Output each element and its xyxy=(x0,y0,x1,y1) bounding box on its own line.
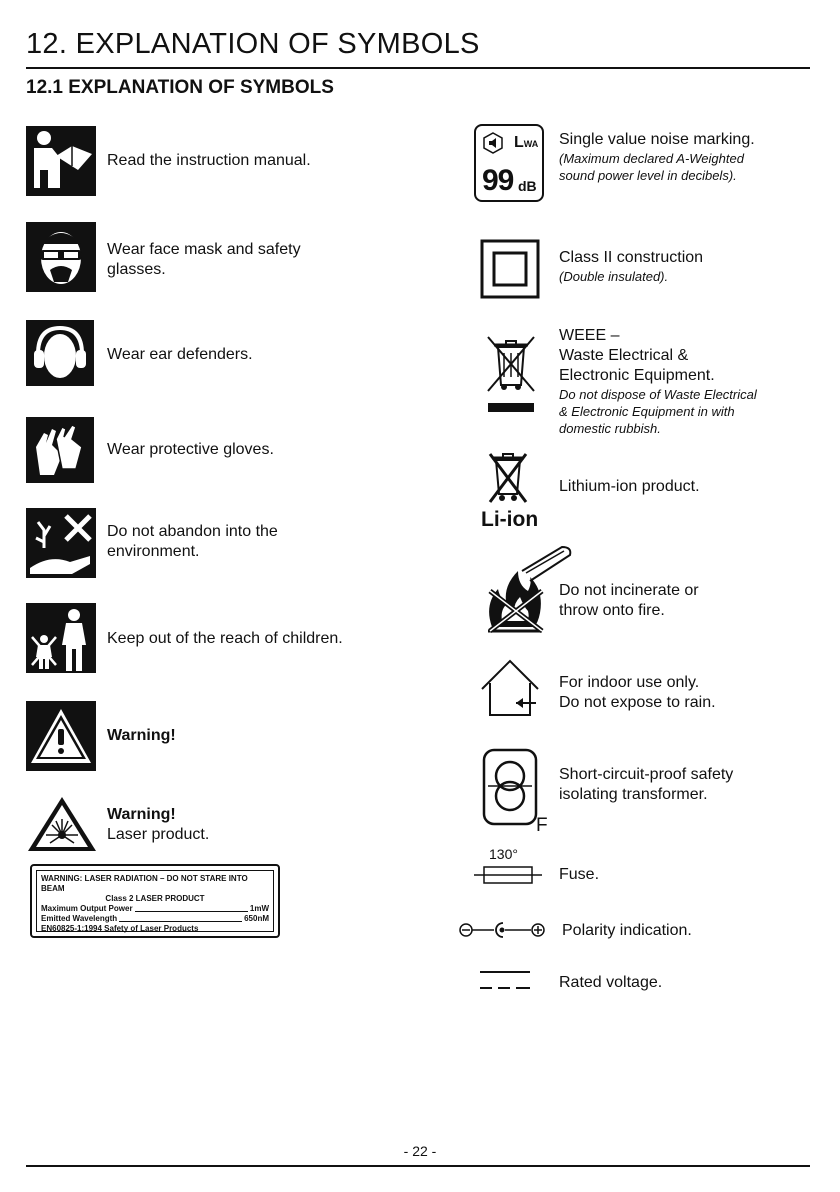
read-manual-icon xyxy=(26,126,96,196)
noise-lwa xyxy=(514,134,538,152)
class-ii-icon xyxy=(480,239,540,299)
mask-text-line1: Wear face mask and safety xyxy=(107,241,301,258)
noise-lwa-letter: L xyxy=(514,134,524,151)
laser-wave-label: Emitted Wavelength xyxy=(41,914,118,923)
laser-label-line1: WARNING: LASER RADIATION – DO NOT STARE INTO BEAM xyxy=(41,874,248,893)
voltage-text: Rated voltage. xyxy=(559,974,663,991)
weee-sub3: domestic rubbish. xyxy=(559,421,661,436)
fire-line1: Do not incinerate or xyxy=(559,582,699,599)
liion-text: Lithium-ion product. xyxy=(559,478,700,495)
fuse-temp: 130° xyxy=(489,846,518,862)
noise-text xyxy=(559,130,755,184)
laser-wave-value: 650nM xyxy=(244,914,269,923)
mask-text xyxy=(107,240,301,280)
indoor-use-icon xyxy=(478,657,544,719)
weee-line1: WEEE – xyxy=(559,327,620,344)
transformer-letter: F xyxy=(536,815,548,836)
transformer-line2: isolating transformer. xyxy=(559,786,708,803)
laser-power-value: 1mW xyxy=(249,904,269,913)
section-title: 12.1 EXPLANATION OF SYMBOLS xyxy=(26,77,334,98)
class2-sub: (Double insulated). xyxy=(559,269,669,284)
fire-text xyxy=(559,581,699,621)
weee-bin-icon xyxy=(484,333,540,415)
environment-text-line2: environment. xyxy=(107,543,200,560)
transformer-text xyxy=(559,765,733,805)
face-mask-glasses-icon xyxy=(26,222,96,292)
ear-defenders-icon xyxy=(26,320,94,386)
fuse-icon xyxy=(474,864,542,886)
indoor-text xyxy=(559,673,716,713)
laser-power-label: Maximum Output Power xyxy=(41,904,133,913)
weee-line3: Electronic Equipment. xyxy=(559,367,715,384)
environment-icon xyxy=(26,508,96,578)
polarity-icon xyxy=(458,920,546,940)
noise-lwa-sub: WA xyxy=(523,139,539,149)
laser-label xyxy=(30,864,280,938)
laser-standard: EN60825-1:1994 Safety of Laser Products xyxy=(41,924,199,933)
footer-divider xyxy=(26,1165,810,1167)
laser-warning-icon xyxy=(26,795,98,853)
noise-value: 99 xyxy=(482,164,514,197)
fire-line2: throw onto fire. xyxy=(559,602,665,619)
fuse-text: Fuse. xyxy=(559,866,600,883)
children-icon xyxy=(26,603,96,673)
transformer-icon xyxy=(482,748,538,826)
warning-text xyxy=(107,726,176,746)
indoor-line2: Do not expose to rain. xyxy=(559,694,716,711)
noise-title: Single value noise marking. xyxy=(559,131,755,148)
weee-sub1: Do not dispose of Waste Electrical xyxy=(559,387,757,402)
children-text: Keep out of the reach of children. xyxy=(107,630,343,647)
weee-text xyxy=(559,326,757,437)
laser-warning-label: Warning! xyxy=(107,806,176,823)
transformer-line1: Short-circuit-proof safety xyxy=(559,766,734,783)
title-divider xyxy=(26,67,810,69)
noise-marking-icon xyxy=(474,124,544,202)
laser-text xyxy=(107,805,209,845)
ear-text: Wear ear defenders. xyxy=(107,346,253,363)
laser-product-label: Laser product. xyxy=(107,826,210,843)
gloves-text: Wear protective gloves. xyxy=(107,441,274,458)
environment-text-line1: Do not abandon into the xyxy=(107,523,278,540)
speaker-icon xyxy=(482,132,504,154)
liion-label: Li-ion xyxy=(481,508,539,531)
laser-label-class: Class 2 LASER PRODUCT xyxy=(105,894,205,903)
dc-voltage-icon xyxy=(478,968,532,992)
class2-title: Class II construction xyxy=(559,249,704,266)
page-title: 12. EXPLANATION OF SYMBOLS xyxy=(26,28,480,60)
noise-sub1: (Maximum declared A-Weighted xyxy=(559,151,744,166)
mask-text-line2: glasses. xyxy=(107,261,166,278)
warning-icon xyxy=(26,701,96,771)
polarity-text: Polarity indication. xyxy=(562,922,692,939)
weee-sub2: & Electronic Equipment in with xyxy=(559,404,735,419)
indoor-line1: For indoor use only. xyxy=(559,674,700,691)
gloves-icon xyxy=(26,417,94,483)
liion-bin-icon xyxy=(486,450,530,506)
weee-line2: Waste Electrical & xyxy=(559,347,689,364)
environment-text xyxy=(107,522,278,562)
manual-text: Read the instruction manual. xyxy=(107,152,311,169)
noise-sub2: sound power level in decibels). xyxy=(559,168,737,183)
class2-text xyxy=(559,248,703,285)
noise-unit: dB xyxy=(518,178,537,194)
page-number: - 22 - xyxy=(403,1143,437,1159)
warning-label: Warning! xyxy=(107,727,176,744)
